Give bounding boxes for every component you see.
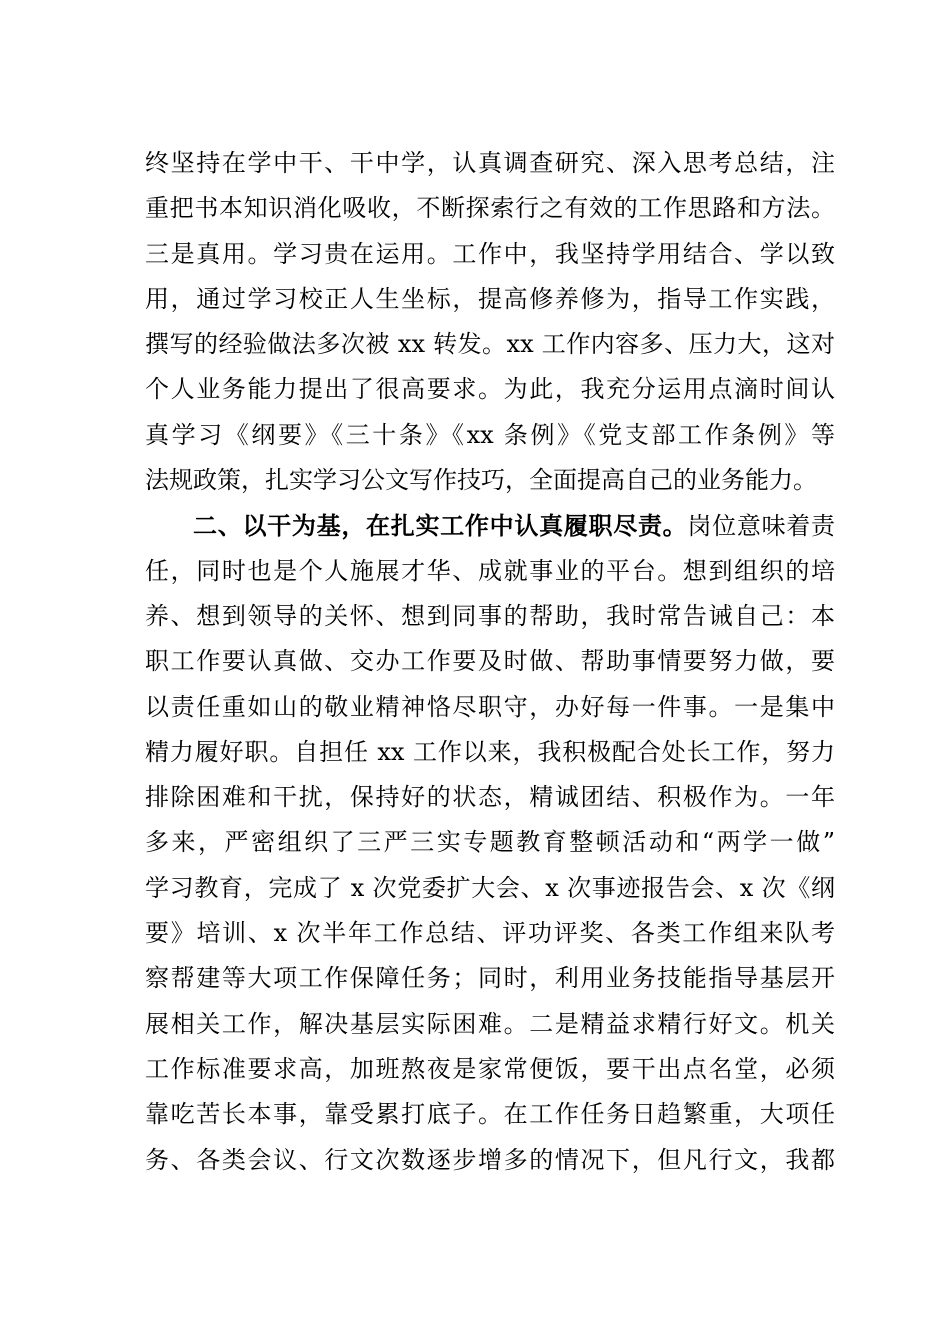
text-line: 终坚持在学中干、干中学，认真调查研究、深入思考总结，注 [145, 149, 835, 177]
text-line: 用，通过学习校正人生坐标，提高修养修为，指导工作实践， [145, 284, 835, 313]
text-line: 职工作要认真做、交办工作要及时做、帮助事情要努力做，要 [145, 647, 835, 676]
text-line: 精力履好职。自担任 xx 工作以来，我积极配合处长工作，努力 [145, 737, 835, 766]
text-line: 排除困难和干扰，保持好的状态，精诚团结、积极作为。一年 [145, 783, 835, 812]
text-line: 养、想到领导的关怀、想到同事的帮助，我时常告诫自己：本 [145, 601, 835, 630]
text-line: 撰写的经验做法多次被 xx 转发。xx 工作内容多、压力大，这对 [145, 330, 835, 359]
text-line: 务、各类会议、行文次数逐步增多的情况下，但凡行文，我都 [145, 1145, 835, 1174]
text-line: 法规政策，扎实学习公文写作技巧，全面提高自己的业务能力。 [145, 466, 817, 495]
body-text [145, 141, 835, 1183]
text-line: 任，同时也是个人施展才华、成就事业的平台。想到组织的培 [145, 556, 835, 585]
section-heading: 二、以干为基，在扎实工作中认真履职尽责。 [193, 511, 688, 541]
text-line: 多来，严密组织了三严三实专题教育整顿活动和“两学一做” [145, 828, 835, 857]
text-line: 展相关工作，解决基层实际困难。二是精益求精行好文。机关 [145, 1009, 835, 1038]
text-line: 以责任重如山的敬业精神恪尽职守，办好每一件事。一是集中 [145, 692, 835, 721]
text-line: 重把书本知识消化吸收，不断探索行之有效的工作思路和方法。 [145, 194, 835, 223]
text-line: 察帮建等大项工作保障任务；同时，利用业务技能指导基层开 [145, 964, 835, 993]
paragraph-2-first-line [145, 503, 835, 548]
text-line: 三是真用。学习贵在运用。工作中，我坚持学用结合、学以致 [145, 239, 835, 268]
text-line: 靠吃苦长本事，靠受累打底子。在工作任务日趋繁重，大项任 [145, 1100, 835, 1129]
text-line: 个人业务能力提出了很高要求。为此，我充分运用点滴时间认 [145, 375, 835, 404]
text-line: 要》培训、x 次半年工作总结、评功评奖、各类工作组来队考 [145, 919, 835, 948]
heading-line-rest: 岗位意味着责 [687, 512, 836, 541]
text-line: 学习教育，完成了 x 次党委扩大会、x 次事迹报告会、x 次《纲 [145, 873, 835, 902]
text-line: 工作标准要求高，加班熬夜是家常便饭，要干出点名堂，必须 [145, 1054, 835, 1083]
text-line: 真学习《纲要》《三十条》《xx 条例》《党支部工作条例》等 [145, 420, 835, 449]
